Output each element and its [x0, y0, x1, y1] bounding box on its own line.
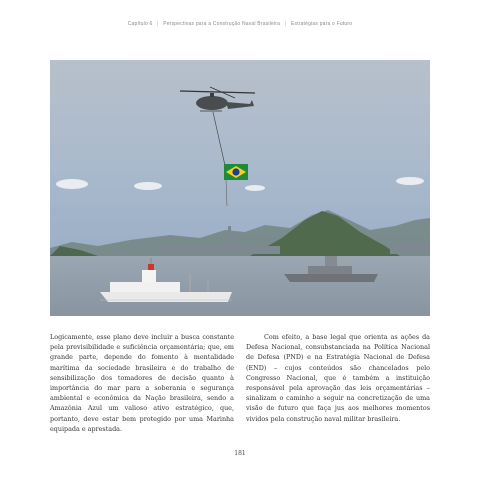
header-section: Estratégias para o Futuro — [290, 21, 353, 27]
header-chapter: Capítulo 6 — [127, 21, 153, 27]
page-number: 181 — [234, 450, 246, 457]
sea — [50, 256, 430, 316]
header-separator: | — [157, 21, 159, 27]
running-header — [0, 21, 480, 27]
body-text-right-column: Com efeito, a base legal que orienta as ações da Defesa Nacional, consubstanciada na Política Nacional de Defesa (PND) e na Estratégia Nacional de Defesa (END) – cujos conteúdos são chancelados pelo Congresso Nacional, que é também a instituição responsável pela aprovação das leis orçamentárias – sinalizam o caminho a seguir na concretização de uma visão de futuro que faça jus aos melhores momentos vividos pela construção naval militar brasileira. — [246, 333, 430, 423]
header-chapter-title: Perspectivas para a Construção Naval Brasileira — [163, 21, 281, 27]
harbor-photo-illustration — [50, 60, 430, 316]
body-text-left-column: Logicamente, esse plano deve incluir a busca constante pela previsibilidade e suficiência orçamentária; que, em grande parte, depende do fomento à mentalidade marítima da sociedade brasileira e do trabalho de sensibilização dos tomadores de decisão quanto à importância do mar para a soberania e segurança ambiental e econômica da Nação brasileira, sendo a Amazônia Azul um valioso ativo estratégico, que, portanto, deve estar bem protegido por uma Marinha equipada e aprestada. — [50, 333, 234, 433]
harbor-photo — [50, 60, 430, 316]
header-separator: | — [284, 21, 287, 27]
